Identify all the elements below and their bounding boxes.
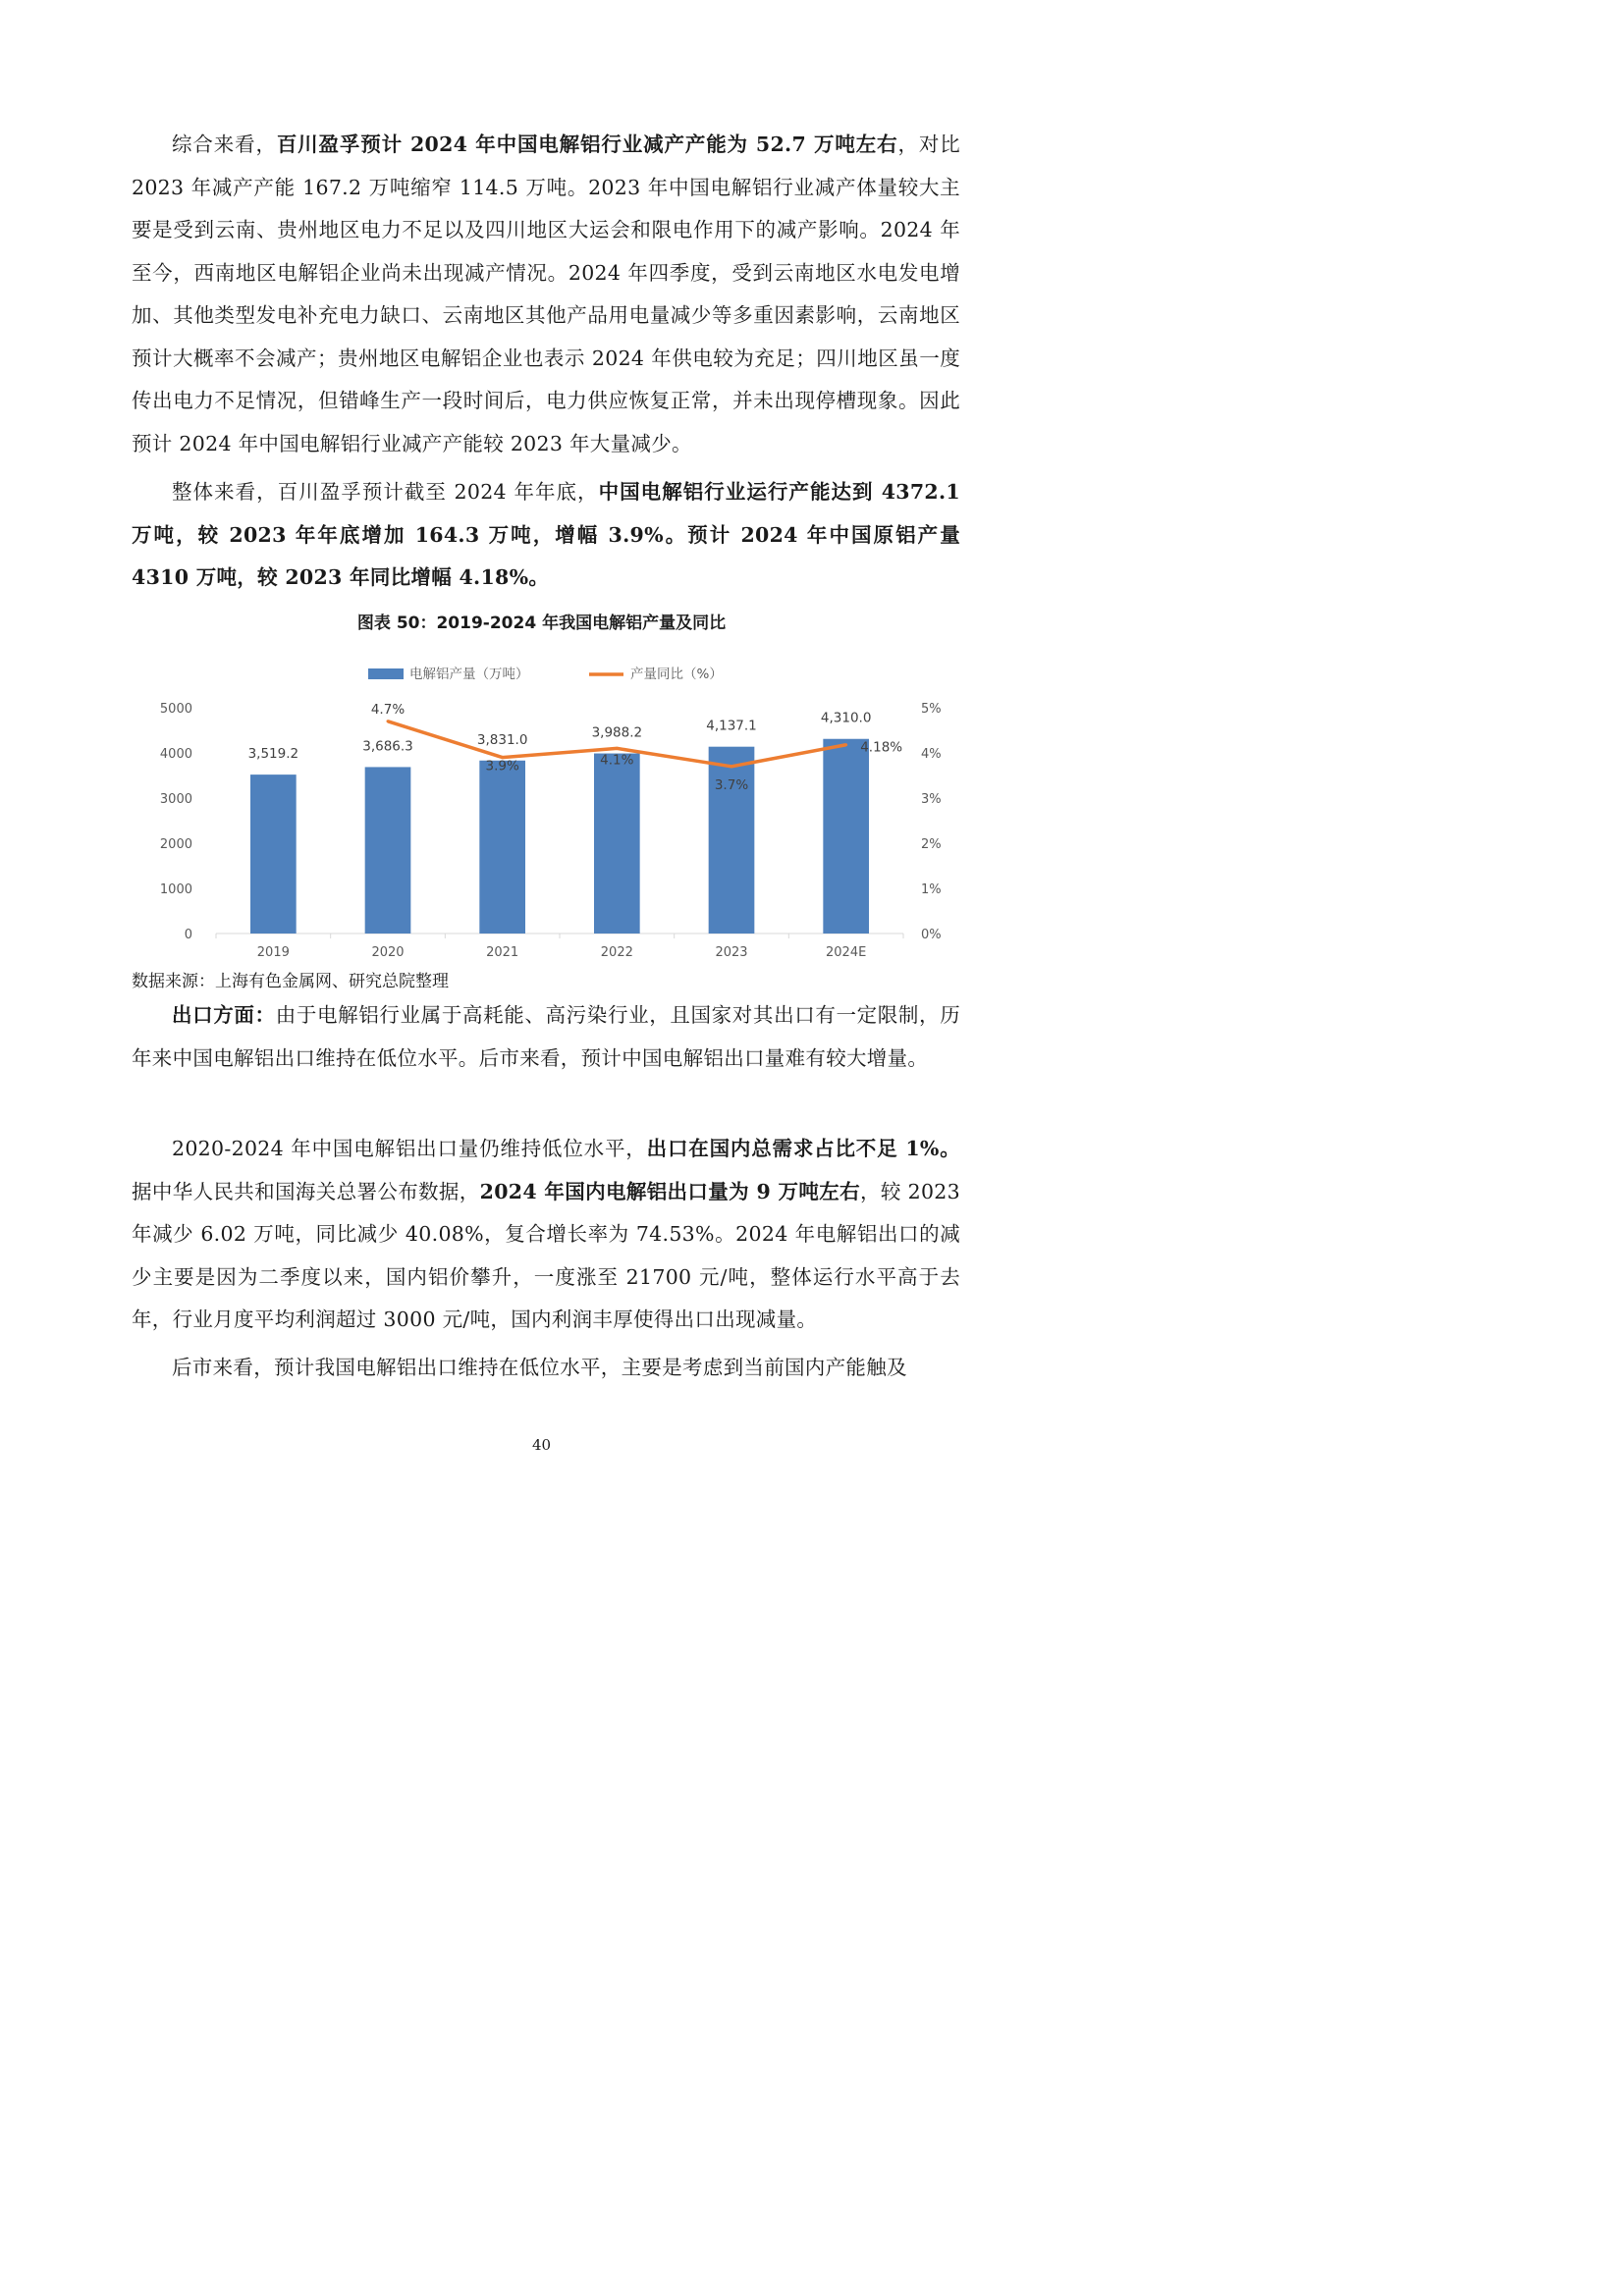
x-tick-label: 2024E — [826, 945, 867, 960]
bar-2023 — [709, 747, 755, 934]
y-right-tick-label: 5% — [921, 702, 942, 717]
yoy-data-label: 3.9% — [485, 758, 519, 774]
y-left-tick-label: 1000 — [159, 882, 192, 897]
y-right-tick-label: 3% — [921, 792, 942, 807]
bar-data-label: 3,686.3 — [362, 738, 413, 755]
bar-data-label: 3,831.0 — [476, 731, 528, 748]
bar-2024E — [823, 739, 869, 934]
y-right-tick-label: 2% — [921, 837, 942, 852]
legend-swatch-production — [368, 668, 404, 679]
x-tick-label: 2022 — [600, 945, 633, 960]
p3-run-1: 由于电解铝行业属于高耗能、高污染行业，且国家对其出口有一定限制，历年来中国电解铝出口维持在低位水平。后市来看，预计中国电解铝出口量难有较大增量。 — [132, 1003, 960, 1070]
bar-data-label: 3,988.2 — [591, 724, 643, 741]
paragraph-2 — [132, 471, 960, 600]
paragraph-5 — [132, 1347, 960, 1390]
p3-run-0: 出口方面： — [172, 1003, 276, 1027]
x-tick-label: 2023 — [715, 945, 748, 960]
figure-title: 图表 50：2019-2024 年我国电解铝产量及同比 — [356, 614, 727, 633]
bar-data-label: 4,137.1 — [706, 718, 757, 734]
page-number: 40 — [531, 1436, 552, 1454]
paragraph-1 — [132, 124, 960, 465]
legend-label-yoy: 产量同比（%） — [630, 667, 723, 682]
yoy-data-label: 4.18% — [860, 739, 903, 756]
legend-label-production: 电解铝产量（万吨） — [409, 667, 529, 682]
y-left-tick-label: 0 — [184, 928, 192, 942]
p2-run-1: 中国电解铝行业运行产能达到 4372.1 万吨，较 2023 年年底增加 164.3 万吨，增幅 3.9%。预计 2024 年中国原铝产量 4310 万吨，较 2023 年同比增幅 4.18%。 — [132, 480, 960, 589]
bar-data-label: 3,519.2 — [247, 746, 299, 763]
yoy-data-label: 4.7% — [370, 701, 406, 718]
paragraph-4 — [132, 1128, 960, 1342]
yoy-data-label: 3.7% — [714, 776, 749, 793]
y-right-tick-label: 0% — [921, 928, 942, 942]
p2-run-0: 整体来看，百川盈孚预计截至 2024 年年底， — [172, 480, 599, 504]
x-tick-label: 2019 — [256, 945, 290, 960]
y-left-tick-label: 5000 — [159, 702, 192, 717]
p1-run-2: ，对比 2023 年减产产能 167.2 万吨缩窄 114.5 万吨。2023 年中国电解铝行业减产体量较大主要是受到云南、贵州地区电力不足以及四川地区大运会和限电作用下的减产影响。2024 年至今，西南地区电解铝企业尚未出现减产情况。2024 年四季度，受到云南地区水电发电增加、其他类型发电补充电力缺口、云南地区其他产品用电量减少等多重因素影响，云南地区预计大概率不会减产；贵州地区电解铝企业也表示 2024 年供电较为充足；四川地区虽一度传出电力不足情况，但错峰生产一段时间后，电力供应恢复正常，并未出现停槽现象。因此预计 2024 年中国电解铝行业减产产能较 2023 年大量减少。 — [132, 133, 961, 455]
p4-run-2: 据中华人民共和国海关总署公布数据， — [132, 1179, 480, 1203]
x-tick-label: 2020 — [371, 945, 405, 960]
y-right-tick-label: 4% — [921, 747, 942, 762]
yoy-point-2023 — [731, 765, 733, 768]
y-left-tick-label: 4000 — [159, 747, 192, 762]
x-tick-label: 2021 — [486, 945, 519, 960]
y-left-tick-label: 3000 — [159, 792, 192, 807]
figure-source: 数据来源：上海有色金属网、研究总院整理 — [132, 972, 449, 991]
paragraph-3 — [132, 994, 960, 1080]
y-right-tick-label: 1% — [921, 882, 942, 897]
yoy-data-label: 4.1% — [600, 752, 634, 769]
p5-run-0: 后市来看，预计我国电解铝出口维持在低位水平，主要是考虑到当前国内产能触及 — [172, 1356, 907, 1379]
document-page — [0, 0, 1083, 1531]
p1-run-0: 综合来看， — [172, 133, 277, 156]
chart-svg — [128, 652, 952, 976]
p4-run-3: 2024 年国内电解铝出口量为 9 万吨左右 — [479, 1179, 861, 1203]
bar-2022 — [594, 754, 640, 934]
p4-run-0: 2020-2024 年中国电解铝出口量仍维持低位水平， — [172, 1137, 647, 1160]
p4-run-1: 出口在国内总需求占比不足 1%。 — [646, 1137, 960, 1160]
yoy-point-2024E — [844, 743, 847, 746]
p4-run-4: ，较 2023 年减少 6.02 万吨，同比减少 40.08%，复合增长率为 74.53%。2024 年电解铝出口的减少主要是因为二季度以来，国内铝价攀升，一度涨至 21700 元/吨，整体运行水平高于去年，行业月度平均利润超过 3000 元/吨，国内利润丰厚使得出口出现减量。 — [132, 1179, 960, 1331]
y-left-tick-label: 2000 — [159, 837, 192, 852]
bar-data-label: 4,310.0 — [820, 710, 872, 726]
yoy-point-2022 — [616, 747, 619, 750]
p1-run-1: 百川盈孚预计 2024 年中国电解铝行业减产产能为 52.7 万吨左右 — [276, 133, 898, 156]
production-chart — [128, 652, 952, 976]
bar-2021 — [479, 758, 525, 934]
bar-2019 — [250, 774, 297, 934]
bar-2020 — [365, 767, 411, 934]
yoy-point-2020 — [387, 720, 390, 722]
